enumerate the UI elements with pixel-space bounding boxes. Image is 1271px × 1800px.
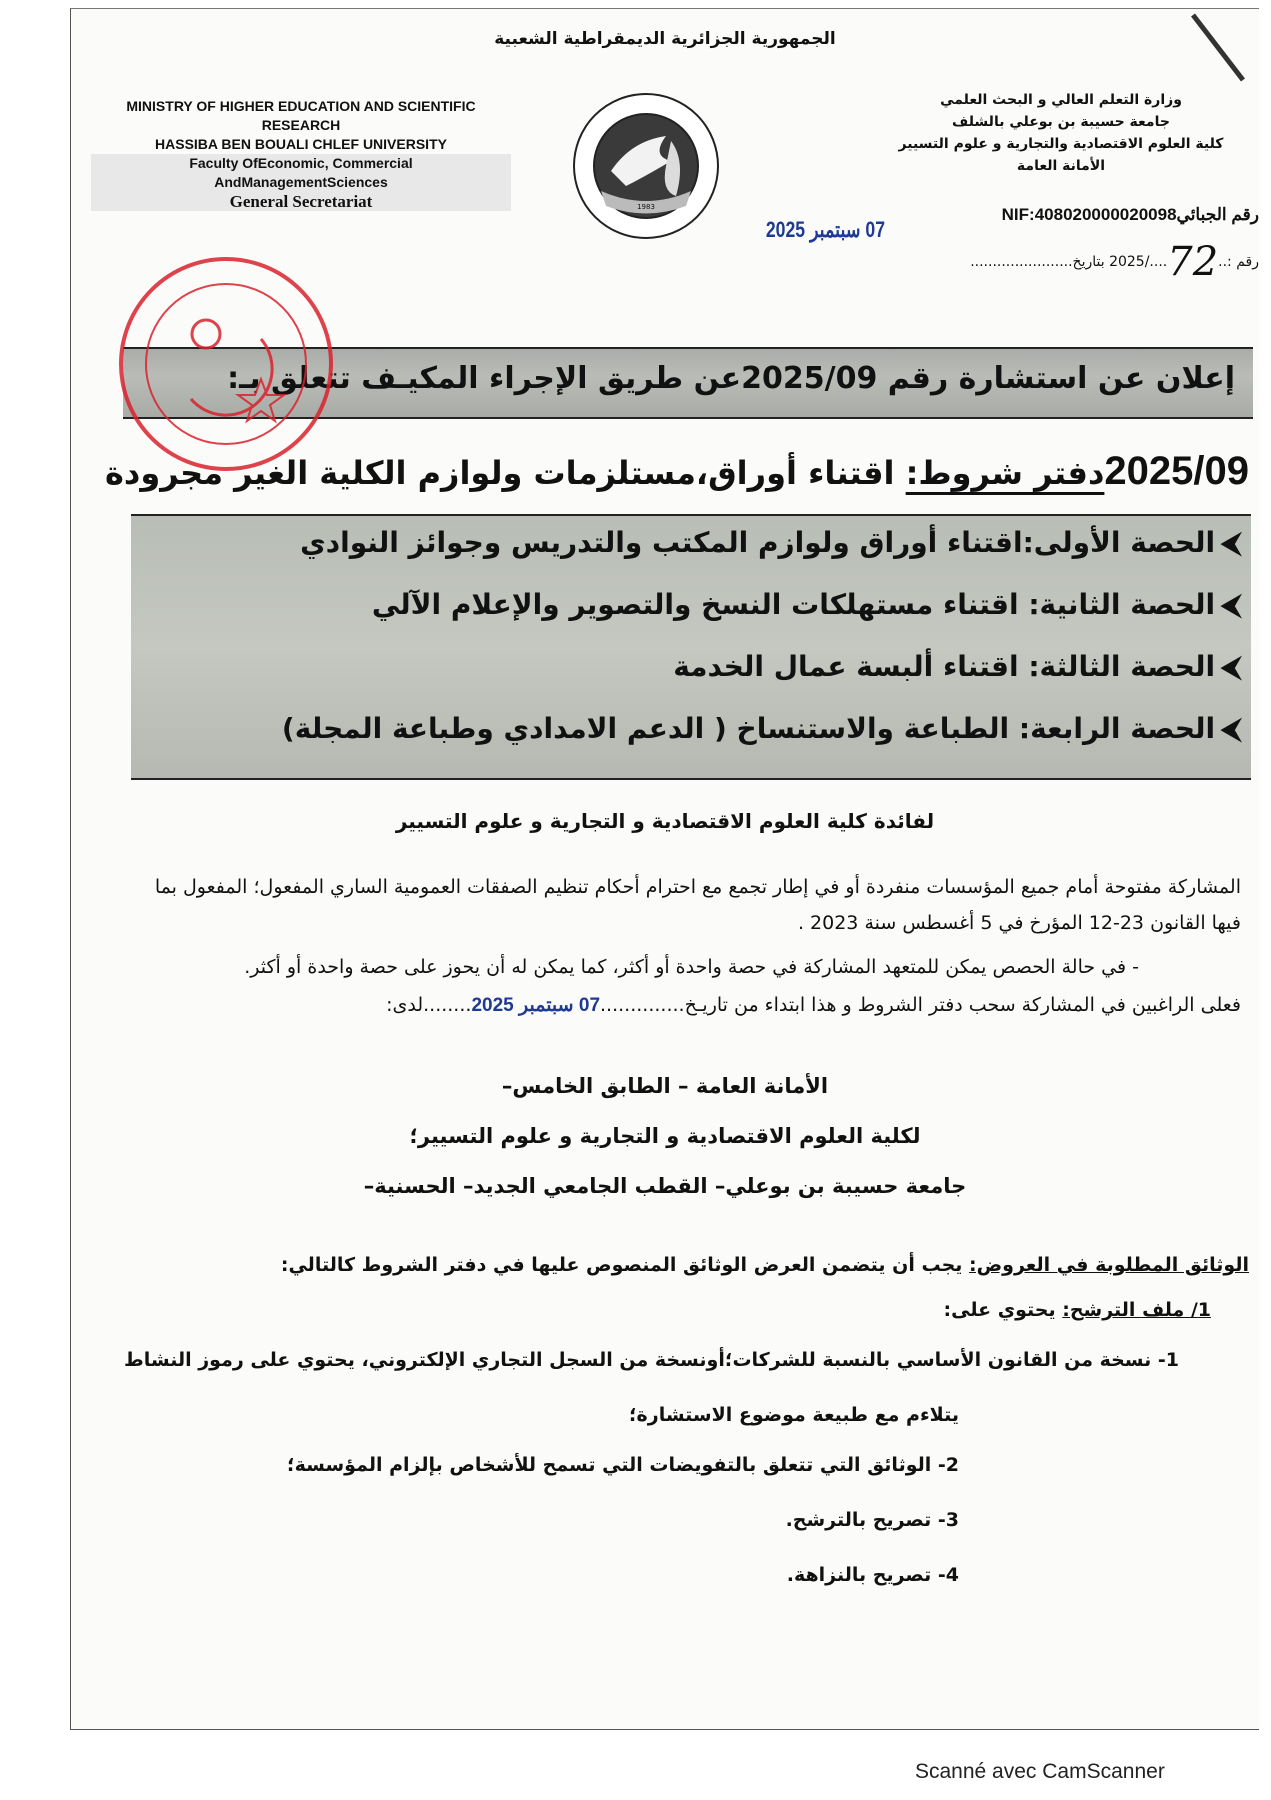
english-letterhead [91, 97, 511, 211]
doc-item-continuation: يتلاءم مع طبيعة موضوع الاستشارة؛ [628, 1404, 959, 1426]
handwritten-number: 72 [1167, 239, 1219, 285]
doc-item: 3- تصريح بالترشح. [785, 1509, 959, 1531]
scanner-watermark: Scanné avec CamScanner [915, 1760, 1165, 1783]
secretariat-line: General Secretariat [91, 192, 511, 211]
lots-band [131, 514, 1251, 780]
subject-prefix: دفتر شروط: [905, 454, 1105, 492]
beneficiary: لفائدة كلية العلوم الاقتصادية و التجارية و علوم التسيير [395, 809, 935, 833]
address-line-1: الأمانة العامة – الطابق الخامس– [501, 1074, 829, 1098]
university-logo [571, 91, 721, 241]
faculty-line-2: AndManagementSciences [91, 173, 511, 192]
required-docs-heading: الوثائق المطلوبة في العروض: يجب أن يتضمن العرض الوثائق المنصوص عليها في دفتر الشروط كالتالي: [280, 1254, 1249, 1276]
candidacy-file-heading: 1/ ملف الترشح: يحتوي على: [943, 1299, 1211, 1321]
reference-suffix: ..../2025 بتاريخ....................... [970, 254, 1168, 270]
university-line: HASSIBA BEN BOUALI CHLEF UNIVERSITY [155, 136, 447, 152]
tax-id: رقم الجبائيNIF:408020000020098 [1001, 205, 1259, 224]
withdraw-line: فعلى الراغبين في المشاركة سحب دفتر الشروط و هذا ابتداء من تاريـخ..............07 سبتمبر 2025........لدى: [386, 994, 1241, 1016]
ministry-arabic: وزارة التعلم العالي و البحث العلمي [940, 92, 1182, 108]
faculty-arabic: كلية العلوم الاقتصادية والتجارية و علوم التسيير [898, 136, 1224, 152]
university-arabic: جامعة حسيبة بن بوعلي بالشلف [952, 114, 1170, 130]
doc-item: 1- نسخة من القانون الأساسي بالنسبة للشركات؛أونسخة من السجل التجاري الإلكتروني، يحتوي على رموز النشاط [124, 1349, 1179, 1371]
reference-line [861, 239, 1259, 285]
arrow-bullet-icon: ⮜ [1221, 526, 1241, 559]
secretariat-arabic: الأمانة العامة [1016, 158, 1106, 174]
participation-paragraph: المشاركة مفتوحة أمام جميع المؤسسات منفردة أو في إطار تجمع مع احترام أحكام تنظيم الصفقات العمومية الساري المفعول؛ المفعول بما فيها القانون 23-12 المؤرخ في 5 أغسطس سنة 2023 . [154, 876, 1241, 934]
ministry-line: MINISTRY OF HIGHER EDUCATION AND SCIENTIFIC [126, 98, 476, 114]
date-stamp: 07 سبتمبر 2025 [765, 217, 885, 242]
lot-item: ⮜الحصة الثانية: اقتناء مستهلكات النسخ والتصوير والإعلام الآلي [371, 588, 1241, 621]
withdraw-date-stamp: 07 سبتمبر 2025 [471, 995, 601, 1016]
faculty-line: Faculty OfEconomic, Commercial [91, 154, 511, 173]
address-line-3: جامعة حسيبة بن بوعلي– القطب الجامعي الجديد– الحسنية– [363, 1174, 967, 1198]
research-line: RESEARCH [261, 117, 341, 133]
lot-item: ⮜الحصة الرابعة: الطباعة والاستنساخ ( الدعم الامدادي وطباعة المجلة) [281, 712, 1241, 745]
doc-item: 4- تصريح بالنزاهة. [786, 1564, 959, 1586]
announcement-title: إعلان عن استشارة رقم 2025/09عن طريق الإجراء المكيـف تتعلق بـ: [227, 361, 1235, 396]
doc-item: 2- الوثائق التي تتعلق بالتفويضات التي تسمح للأشخاص بإلزام المؤسسة؛ [287, 1454, 959, 1476]
subject-number: 2025/09 [1104, 449, 1249, 493]
address-line-2: لكلية العلوم الاقتصادية و التجارية و علوم التسيير؛ [409, 1124, 921, 1148]
reference-prefix: رقم :.. [1218, 254, 1259, 270]
republic-title: الجمهورية الجزائرية الديمقراطية الشعبية [494, 29, 836, 49]
document-page [70, 8, 1259, 1730]
arrow-bullet-icon: ⮜ [1221, 712, 1241, 745]
lot-item: ⮜الحصة الأولى:اقتناء أوراق ولوازم المكتب والتدريس وجوائز النوادي [300, 526, 1241, 559]
pen-mark [1188, 10, 1258, 90]
subject-text: اقتناء أوراق،مستلزمات ولوازم الكلية الغير مجرودة [105, 454, 906, 492]
lot-item: ⮜الحصة الثالثة: اقتناء ألبسة عمال الخدمة [673, 650, 1241, 683]
lots-rule: - في حالة الحصص يمكن للمتعهد المشاركة في حصة واحدة أو أكثر، كما يمكن له أن يحوز على حصة واحدة أو أكثر. [244, 956, 1139, 978]
arabic-letterhead [871, 89, 1251, 177]
logo-year: 1983 [637, 203, 655, 211]
official-red-stamp [111, 249, 341, 479]
arrow-bullet-icon: ⮜ [1221, 588, 1241, 621]
arrow-bullet-icon: ⮜ [1221, 650, 1241, 683]
